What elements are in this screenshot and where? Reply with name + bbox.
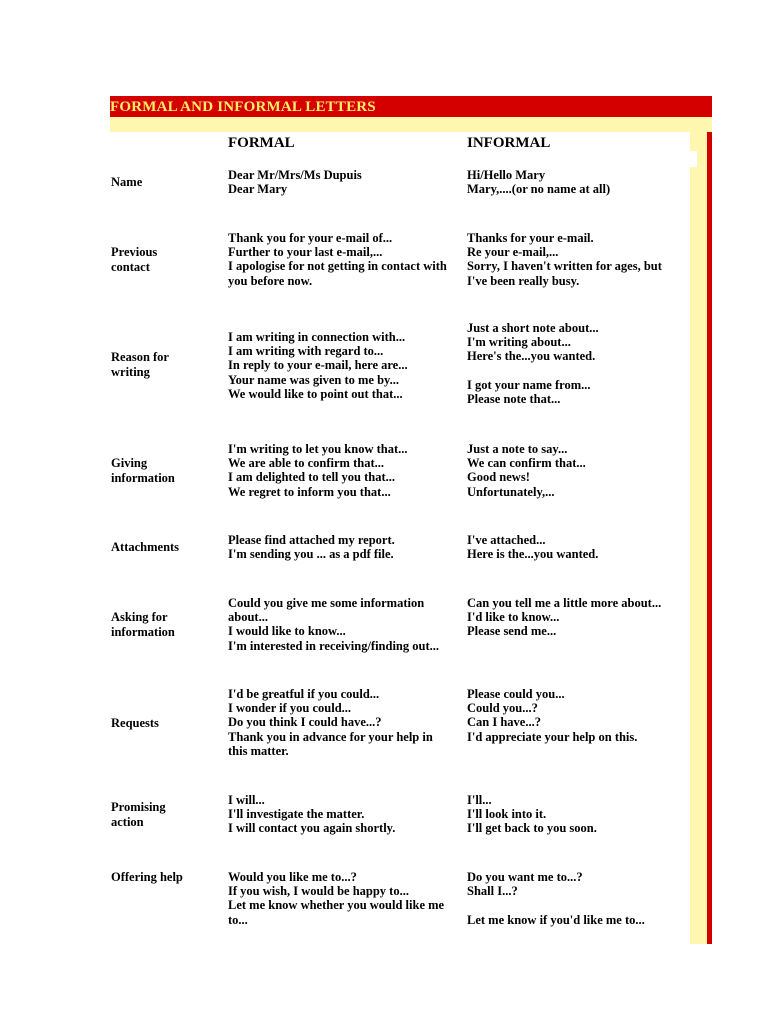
page-title: FORMAL AND INFORMAL LETTERS <box>110 99 376 115</box>
row-label: Name <box>111 175 143 189</box>
title-underband <box>110 117 712 132</box>
informal-phrases: Do you want me to...? Shall I...? Let me know if you'd like me to... <box>467 870 645 927</box>
formal-phrases: Could you give me some information about... I would like to know... I'm interested in receiving/finding out... <box>228 596 439 653</box>
formal-column-header: FORMAL <box>228 135 295 151</box>
formal-phrases: Please find attached my report. I'm sending you ... as a pdf file. <box>228 533 395 562</box>
formal-phrases: Would you like me to...? If you wish, I would be happy to... Let me know whether you would like me to... <box>228 870 445 927</box>
informal-phrases: Just a short note about... I'm writing about... Here's the...you wanted. I got your name from... Please note that... <box>467 321 599 407</box>
row-label: Offering help <box>111 870 183 884</box>
informal-phrases: I've attached... Here is the...you wanted. <box>467 533 599 562</box>
row-label: Giving information <box>111 456 175 485</box>
informal-phrases: Just a note to say... We can confirm that... Good news! Unfortunately,... <box>467 442 586 499</box>
row-label: Promising action <box>111 800 166 829</box>
formal-phrases: I'm writing to let you know that... We are able to confirm that... I am delighted to tell you that... We regret to inform you that... <box>228 442 408 499</box>
formal-phrases: I am writing in connection with... I am writing with regard to... In reply to your e-mail, here are... Your name was given to me by... We would like to point out that... <box>228 330 408 401</box>
formal-phrases: I'd be greatful if you could... I wonder if you could... Do you think I could have...? Thank you in advance for your help in this matter. <box>228 687 433 758</box>
right-border-red <box>707 132 712 944</box>
informal-phrases: Thanks for your e-mail. Re your e-mail,... Sorry, I haven't written for ages, but I've been really busy. <box>467 231 662 288</box>
border-notch <box>689 151 697 167</box>
row-label: Reason for writing <box>111 350 169 379</box>
row-label: Attachments <box>111 540 180 554</box>
informal-phrases: Please could you... Could you...? Can I have...? I'd appreciate your help on this. <box>467 687 638 744</box>
row-label: Asking for information <box>111 610 175 639</box>
formal-phrases: I will... I'll investigate the matter. I will contact you again shortly. <box>228 793 396 836</box>
formal-phrases: Dear Mr/Mrs/Ms Dupuis Dear Mary <box>228 168 362 197</box>
informal-column-header: INFORMAL <box>467 135 551 151</box>
informal-phrases: Hi/Hello Mary Mary,....(or no name at all) <box>467 168 611 197</box>
row-label: Requests <box>111 716 159 730</box>
informal-phrases: I'll... I'll look into it. I'll get back to you soon. <box>467 793 597 836</box>
row-label: Previous contact <box>111 245 158 274</box>
right-border-yellow <box>690 132 707 944</box>
formal-phrases: Thank you for your e-mail of... Further to your last e-mail,... I apologise for not getting in contact with you before now. <box>228 231 447 288</box>
informal-phrases: Can you tell me a little more about... I'd like to know... Please send me... <box>467 596 662 639</box>
